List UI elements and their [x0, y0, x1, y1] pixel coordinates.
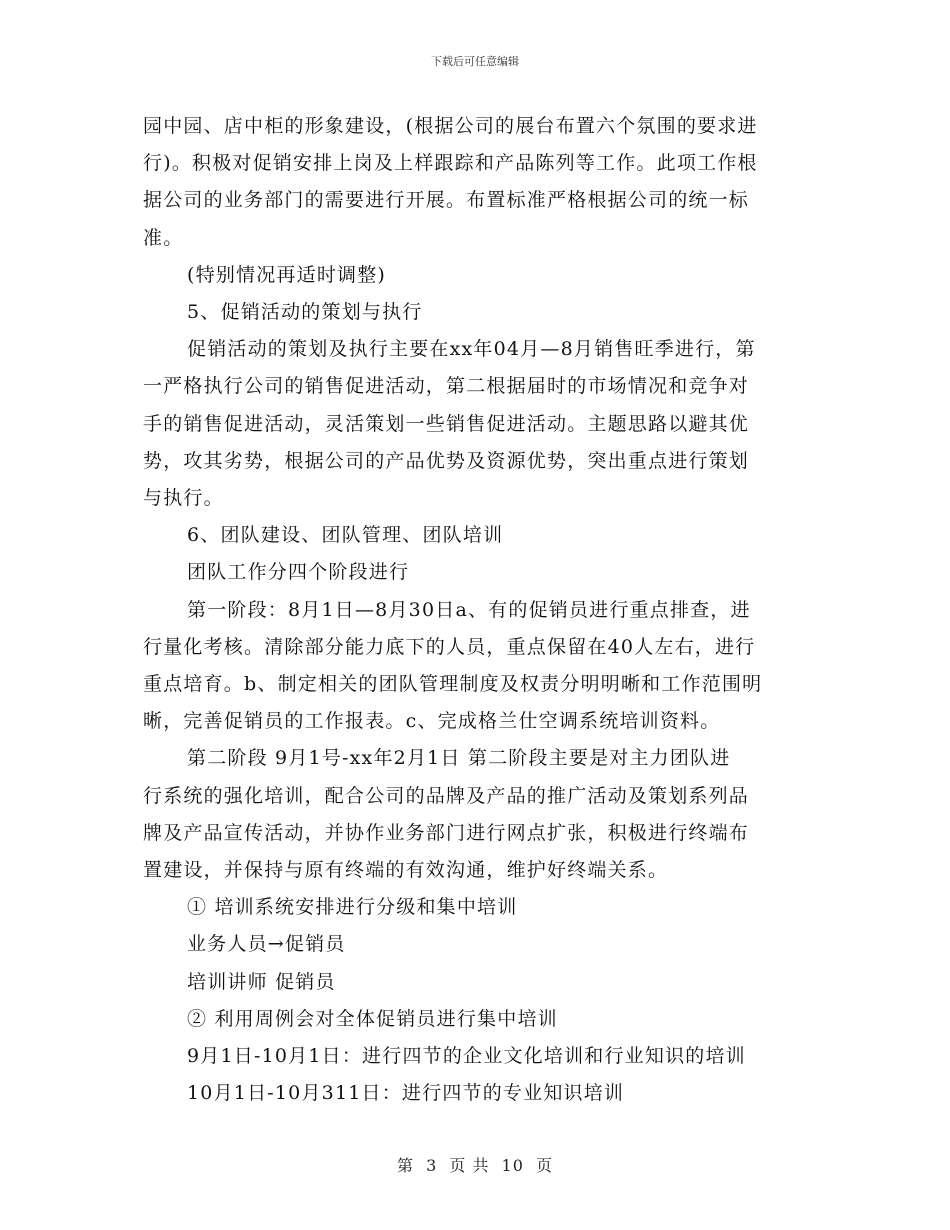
body-line: 置建设，并保持与原有终端的有效沟通，维护好终端关系。 — [143, 859, 669, 882]
body-line: 第二阶段 9月1号-xx年2月1日 第二阶段主要是对主力团队进 — [187, 747, 731, 770]
body-line: 第一阶段：8月1日—8月30日a、有的促销员进行重点排查，进 — [187, 598, 751, 621]
body-line: 业务人员→促销员 — [187, 933, 346, 956]
body-line: 晰，完善促销员的工作报表。c、完成格兰仕空调系统培训资料。 — [143, 710, 721, 733]
body-line: 手的销售促进活动，灵活策划一些销售促进活动。主题思路以避其优 — [143, 412, 750, 435]
body-line: ① 培训系统安排进行分级和集中培训 — [187, 896, 518, 919]
current-page-number: 3 — [426, 1156, 438, 1175]
body-line: 牌及产品宣传活动，并协作业务部门进行网点扩张，积极进行终端布 — [143, 821, 750, 844]
body-line: (特别情况再适时调整) — [187, 263, 387, 286]
body-line: 重点培育。b、制定相关的团队管理制度及权责分明明晰和工作范围明 — [143, 673, 763, 696]
body-line: 6、团队建设、团队管理、团队培训 — [187, 524, 504, 547]
body-line: 促销活动的策划及执行主要在xx年04月—8月销售旺季进行，第 — [187, 338, 756, 361]
body-line: 准。 — [143, 226, 184, 249]
footer-suffix: 页 — [536, 1156, 554, 1175]
body-line: 团队工作分四个阶段进行 — [187, 561, 410, 584]
page-header: 下载后可任意编辑 — [431, 55, 519, 68]
page-footer — [0, 1153, 950, 1176]
body-line: 行)。积极对促销安排上岗及上样跟踪和产品陈列等工作。此项工作根 — [143, 152, 758, 175]
footer-middle: 页 共 — [449, 1156, 490, 1175]
document-body — [143, 108, 807, 1112]
body-line: 10月1日-10月311日：进行四节的专业知识培训 — [187, 1082, 625, 1105]
body-line: 9月1日-10月1日：进行四节的企业文化培训和行业知识的培训 — [187, 1045, 746, 1068]
body-line: 5、促销活动的策划与执行 — [187, 301, 423, 324]
body-line: 培训讲师 促销员 — [187, 970, 336, 993]
body-line: ② 利用周例会对全体促销员进行集中培训 — [187, 1007, 558, 1030]
body-line: 行系统的强化培训，配合公司的品牌及产品的推广活动及策划系列品 — [143, 784, 750, 807]
body-line: 势，攻其劣势，根据公司的产品优势及资源优势，突出重点进行策划 — [143, 449, 750, 472]
body-line: 园中园、店中柜的形象建设，(根据公司的展台布置六个氛围的要求进 — [143, 115, 758, 137]
footer-prefix: 第 — [396, 1156, 414, 1175]
total-page-count: 10 — [501, 1156, 524, 1175]
body-line: 据公司的业务部门的需要进行开展。布置标准严格根据公司的统一标 — [143, 189, 750, 212]
body-line: 行量化考核。清除部分能力底下的人员，重点保留在40人左右，进行 — [143, 635, 756, 658]
body-line: 一严格执行公司的销售促进活动，第二根据届时的市场情况和竞争对 — [143, 375, 750, 398]
body-line: 与执行。 — [143, 487, 224, 510]
